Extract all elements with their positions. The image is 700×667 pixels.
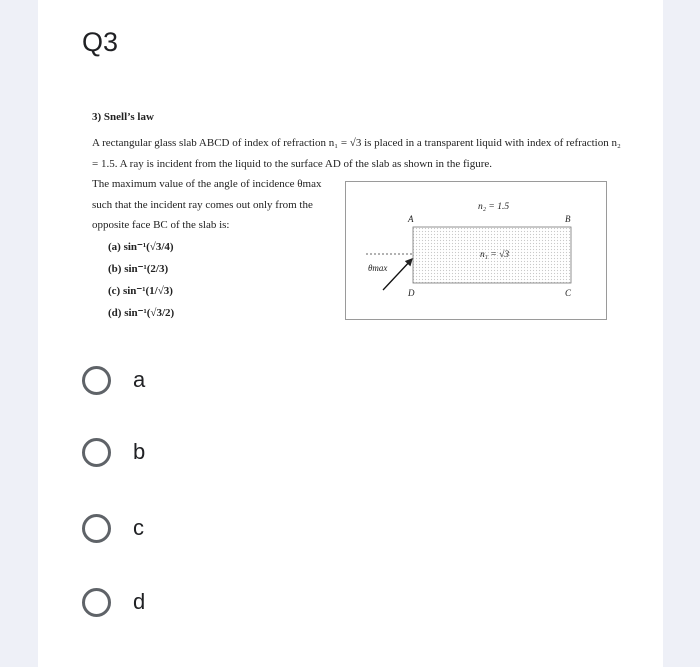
option-c-text: (c) sin⁻¹(1/√3) bbox=[108, 284, 173, 297]
slab-diagram bbox=[346, 182, 606, 319]
theta-max-label: θmax bbox=[368, 263, 388, 273]
option-a-text: (a) sin⁻¹(√3/4) bbox=[108, 240, 174, 253]
corner-c-label: C bbox=[565, 288, 572, 298]
problem-continuation: The maximum value of the angle of incidence θmax such that the incident ray comes out only from the opposite face BC of the slab is: bbox=[92, 178, 322, 231]
corner-d-label: D bbox=[408, 288, 415, 298]
corner-b-label: B bbox=[565, 214, 571, 224]
radio-button-c[interactable] bbox=[82, 514, 111, 543]
problem-heading: 3) Snell’s law bbox=[92, 111, 154, 123]
choice-b-label: b bbox=[133, 439, 146, 464]
choice-b[interactable] bbox=[82, 434, 145, 470]
radio-button-b[interactable] bbox=[82, 438, 111, 467]
choice-a-label: a bbox=[133, 367, 146, 392]
corner-a-label: A bbox=[408, 214, 414, 224]
choice-d-label: d bbox=[133, 589, 146, 614]
option-d-text: (d) sin⁻¹(√3/2) bbox=[108, 306, 175, 319]
radio-button-a[interactable] bbox=[82, 366, 111, 395]
question-card bbox=[38, 0, 663, 667]
n1-label: n₁ = √3 bbox=[480, 250, 510, 260]
choice-c-label: c bbox=[133, 515, 144, 540]
choice-c[interactable] bbox=[82, 510, 144, 546]
n2-label: n₂ = 1.5 bbox=[478, 202, 510, 212]
choice-d[interactable] bbox=[82, 584, 145, 620]
choice-a[interactable] bbox=[82, 362, 145, 398]
option-b-text: (b) sin⁻¹(2/3) bbox=[108, 262, 169, 275]
question-title: Q3 bbox=[82, 27, 119, 57]
problem-intro: A rectangular glass slab ABCD of index of refraction n₁ = √3 is placed in a transparent liquid with index of refraction n₂ = 1.5. A ray is incident from the liquid to the surface AD of the slab as shown in the figure. bbox=[92, 137, 621, 170]
radio-button-d[interactable] bbox=[82, 588, 111, 617]
slab-figure bbox=[345, 181, 607, 320]
